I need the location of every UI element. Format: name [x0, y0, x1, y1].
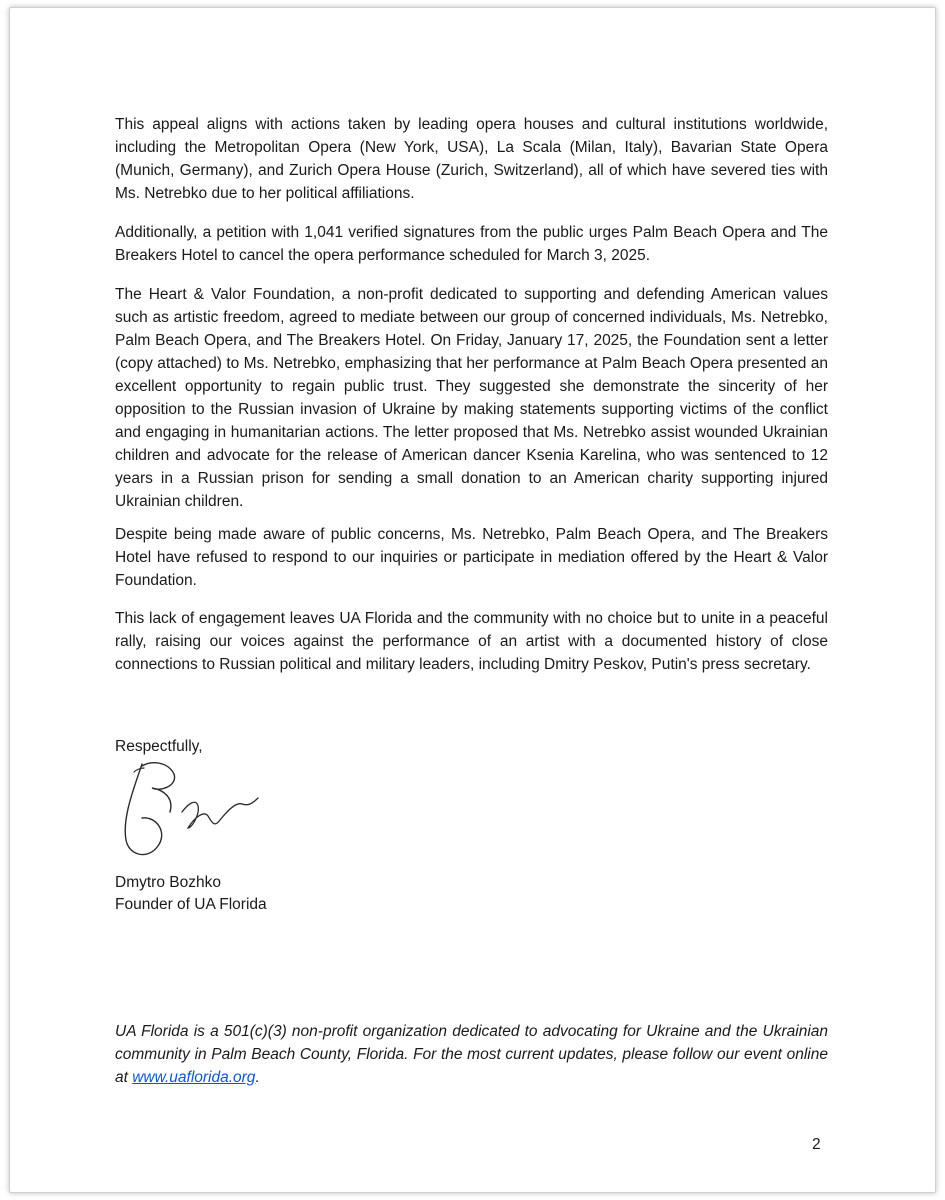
- closing-salutation: Respectfully,: [115, 738, 203, 755]
- paragraph-foundation-mediation: The Heart & Valor Foundation, a non-profit dedicated to supporting and defending American values such as artistic freedom, agreed to mediate between our group of concerned individuals, Ms. Netrebko, Palm Beach Opera, and The Breakers Hotel. On Friday, January 17, 2025, the Foundation sent a letter (copy attached) to Ms. Netrebko, emphasizing that her performance at Palm Beach Opera presented an excellent opportunity to regain public trust. They suggested she demonstrate the sincerity of her opposition to the Russian invasion of Ukraine by making statements supporting victims of the conflict and engaging in humanitarian actions. The letter proposed that Ms. Netrebko assist wounded Ukrainian children and advocate for the release of American dancer Ksenia Karelina, who was sentenced to 12 years in a Russian prison for sending a small donation to an American charity supporting injured Ukrainian children.: [115, 286, 828, 510]
- website-link[interactable]: www.uaflorida.org: [132, 1069, 256, 1086]
- footer-organization-note: [115, 1020, 828, 1089]
- footer-note-text: UA Florida is a 501(c)(3) non-profit organization dedicated to advocating for Ukraine and the Ukrainian community in Palm Beach County, Florida. For the most current updates, please follow our event online at: [115, 1023, 828, 1086]
- paragraph-refusal: Despite being made aware of public concerns, Ms. Netrebko, Palm Beach Opera, and The Breakers Hotel have refused to respond to our inquiries or participate in mediation offered by the Heart & Valor Foundation.: [115, 526, 828, 589]
- paragraph-petition: Additionally, a petition with 1,041 verified signatures from the public urges Palm Beach Opera and The Breakers Hotel to cancel the opera performance scheduled for March 3, 2025.: [115, 224, 828, 264]
- footer-note-end: .: [255, 1069, 260, 1086]
- page-number: 2: [812, 1136, 821, 1153]
- paragraph-rally: This lack of engagement leaves UA Florida and the community with no choice but to unite in a peaceful rally, raising our voices against the performance of an artist with a documented history of close connections to Russian political and military leaders, including Dmitry Peskov, Putin's press secretary.: [115, 610, 828, 673]
- paragraph-opera-houses: This appeal aligns with actions taken by leading opera houses and cultural institutions worldwide, including the Metropolitan Opera (New York, USA), La Scala (Milan, Italy), Bavarian State Opera (Munich, Germany), and Zurich Opera House (Zurich, Switzerland), all of which have severed ties with Ms. Netrebko due to her political affiliations.: [115, 116, 828, 202]
- signer-title: Founder of UA Florida: [115, 896, 267, 913]
- signer-name: Dmytro Bozhko: [115, 874, 221, 891]
- handwritten-signature-icon: [112, 758, 272, 868]
